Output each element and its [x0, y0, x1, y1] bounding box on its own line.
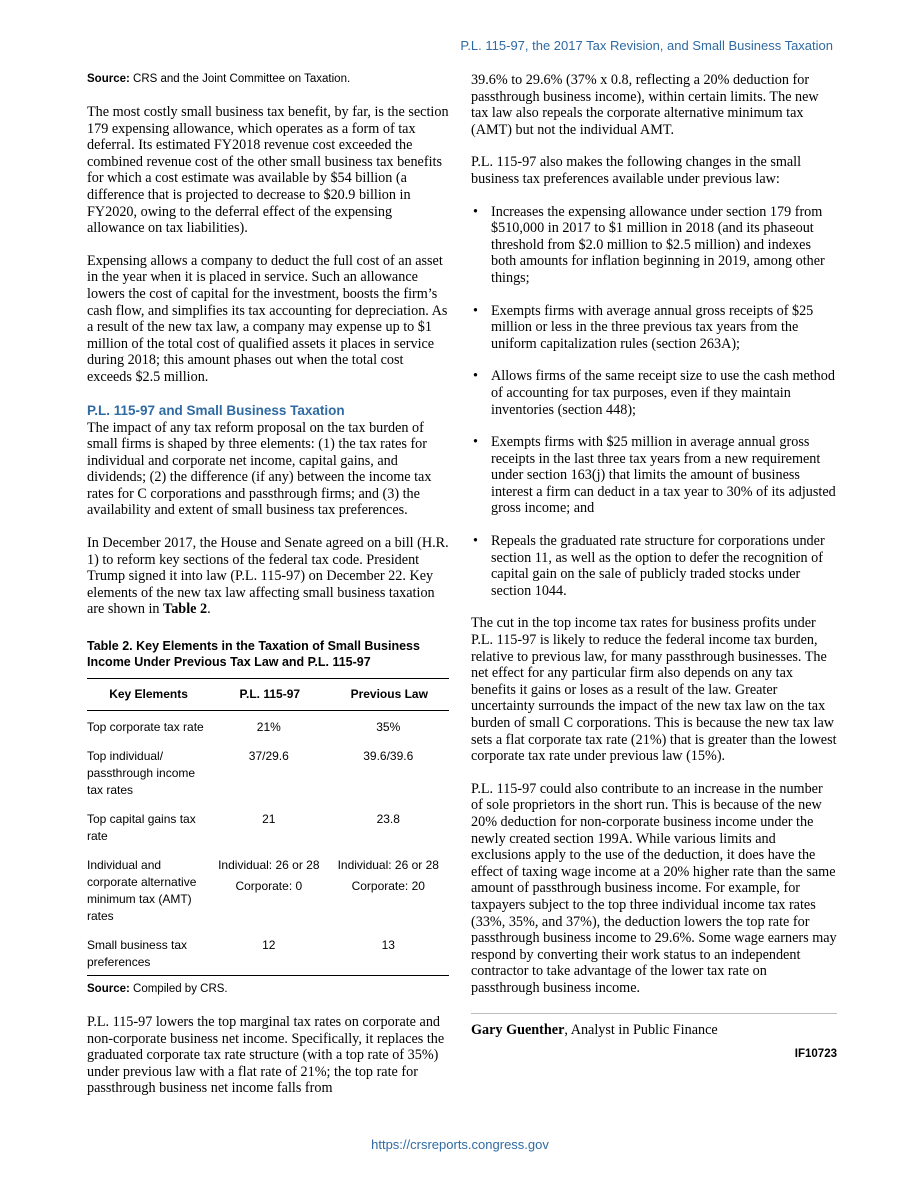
- col-header-key-elements: Key Elements: [87, 679, 210, 711]
- product-code: IF10723: [794, 1048, 837, 1061]
- col-header-previous-law: Previous Law: [330, 679, 449, 711]
- table-source-text: Compiled by CRS.: [133, 983, 228, 996]
- list-item-text: Increases the expensing allowance under section 179 from $510,000 in 2017 to $1 million in 2018 (and its phaseout threshold from $2.0 million to $2.5 million) and indexes both amounts for inflation beginning in 2019, among other things;: [491, 203, 825, 286]
- hr1-end: .: [207, 601, 211, 618]
- list-item: [471, 204, 837, 287]
- row-pl-value: 37/29.6: [248, 749, 289, 764]
- row-pl-value: 21%: [256, 720, 281, 735]
- table-row: [87, 929, 449, 976]
- list-item: [471, 533, 837, 599]
- list-item-text: Repeals the graduated rate structure for corporations under section 11, as well as the option to defer the recognition of capital gain on the sale of publicly traded stocks under section 1044.: [491, 533, 825, 599]
- paragraph-expensing: Expensing allows a company to deduct the full cost of an asset in the year when it is placed in service. Such an allowance lowers the cost of capital for the investment, boosts the firm’s cash flow, and simplifies its tax accounting for depreciation. As a result of the new tax law, a company may expense up to $1 million of the total cost of qualified assets it places in service during 2018; this amount phases out when the total cost exceeds $2.5 million.: [87, 252, 448, 385]
- row-element: Top capital gains tax rate: [87, 812, 196, 844]
- paragraph-passthrough-effect: The cut in the top income tax rates for business profits under P.L. 115-97 is likely to reduce the federal income tax burden, relative to previous law, for many passthrough businesses. The net effect for any particular firm also depends on any tax benefits it gains or loses as a result of the law. Greater uncertainty surrounds the impact of the new tax law on the tax burden of small C corporations. This is because the new tax law sets a flat corporate tax rate (21%) that is greater than the lowest corporate tax rate under previous law (15%).: [471, 615, 837, 765]
- table-row: [87, 711, 449, 741]
- row-element: Top individual/ passthrough income tax rates: [87, 749, 196, 798]
- row-element: Individual and corporate alternative minimum tax (AMT) rates: [87, 858, 197, 924]
- bullet-icon: •: [473, 533, 478, 550]
- list-item: [471, 303, 837, 353]
- bullet-icon: •: [473, 368, 478, 385]
- table-reference-link: Table 2: [163, 601, 208, 618]
- footer-url-link[interactable]: https://crsreports.congress.gov: [371, 1137, 549, 1152]
- table-caption: Table 2. Key Elements in the Taxation of Small Business Income Under Previous Tax Law and P.L. 115-97: [87, 639, 420, 670]
- source-text: CRS and the Joint Committee on Taxation.: [133, 73, 351, 85]
- table-row: [87, 803, 449, 849]
- author-title: , Analyst in Public Finance: [564, 1021, 718, 1038]
- author-line: [471, 1022, 837, 1039]
- running-header: P.L. 115-97, the 2017 Tax Revision, and Small Business Taxation: [460, 38, 833, 53]
- source-label: Source:: [87, 73, 130, 85]
- paragraph-three-elements: The impact of any tax reform proposal on the tax burden of small firms is shaped by three elements: (1) the tax rates for individual and corporate net income, capital gains, and dividends; (2) the difference (if any) between the income tax rates for C corporations and passthrough firms; and (3) the availability and extent of small business tax preferences.: [87, 419, 432, 519]
- paragraph-passthrough-rate: 39.6% to 29.6% (37% x 0.8, reflecting a 20% deduction for passthrough business income), within certain limits. The new tax law also repeals the corporate alternative minimum tax (AMT) but not the individual AMT.: [471, 72, 819, 138]
- row-pl-value: [210, 849, 329, 929]
- list-item: [471, 368, 837, 418]
- table-source-note: [87, 982, 449, 996]
- row-prev-value: 13: [330, 929, 449, 976]
- prev-amt-individual: Individual: 26 or 28: [337, 858, 439, 873]
- section-heading: P.L. 115-97 and Small Business Taxation: [87, 402, 345, 418]
- paragraph-top-rates: P.L. 115-97 lowers the top marginal tax rates on corporate and non-corporate business net income. Specifically, it replaces the graduated corporate tax rate structure (with a top rate of 35%) under previous law with a flat rate of 21%; the top rate for passthrough business net income falls from: [87, 1014, 445, 1097]
- key-elements-table: [87, 678, 449, 976]
- paragraph-section179-cost: The most costly small business tax benefit, by far, is the section 179 expensing allowance, which operates as a form of tax deferral. Its estimated FY2018 revenue cost exceeded the combined revenue cost of the other small business tax benefits for which a cost estimate was available by $54 billion (a difference that is projected to decrease to $20.9 billion in FY2020, owing to the deferral effect of the expensing allowance on tax liabilities).: [87, 104, 449, 237]
- list-item: [471, 434, 837, 517]
- changes-list: [471, 204, 837, 600]
- row-prev-value: 23.8: [376, 812, 400, 827]
- row-prev-value: 35%: [376, 720, 401, 735]
- paragraph-sole-proprietors: P.L. 115-97 could also contribute to an increase in the number of sole proprietors in the short run. This is because of the new 20% deduction for non-corporate business income under the newly created section 199A. While various limits and exclusions apply to the use of the deduction, it does have the effect of taxing wage income at a 20% higher rate than the same amount of passthrough business income. For example, for taxpayers subject to the top three individual income tax rates (33%, 35%, and 37%), the deduction lowers the top rate for passthrough business income to 29.6%. Some wage earners may respond by converting their work status to an independent contractor to take advantage of the lower tax rate on passthrough business income.: [471, 780, 837, 996]
- list-item-text: Exempts firms with $25 million in average annual gross receipts in the last three tax years from a new requirement under section 163(j) that limits the amount of business interest a firm can deduct in a tax year to 30% of its adjusted gross income; and: [491, 434, 836, 517]
- table-row: [87, 740, 449, 803]
- list-item-text: Exempts firms with average annual gross receipts of $25 million or less in the three previous tax years from the uniform capitalization rules (section 263A);: [491, 302, 814, 352]
- left-column: [87, 72, 449, 1113]
- right-column: [471, 72, 837, 1063]
- list-item-text: Allows firms of the same receipt size to use the cash method of accounting for tax purposes, even if they maintain inventories (section 448);: [491, 368, 835, 418]
- pl-amt-corporate: Corporate: 0: [235, 879, 303, 894]
- table-source-label: Source:: [87, 983, 130, 996]
- pl-amt-individual: Individual: 26 or 28: [218, 858, 320, 873]
- row-prev-value: [330, 849, 449, 929]
- paragraph-hr1: [87, 535, 449, 618]
- author-divider: [471, 1013, 837, 1014]
- author-name: Gary Guenther: [471, 1021, 565, 1038]
- row-pl-value: 21: [262, 812, 276, 827]
- row-prev-value: 39.6/39.6: [363, 749, 414, 764]
- prev-amt-corporate: Corporate: 20: [351, 879, 425, 894]
- paragraph-changes-intro: P.L. 115-97 also makes the following changes in the small business tax preferences available under previous law:: [471, 154, 802, 187]
- row-pl-value: 12: [210, 929, 329, 976]
- col-header-pl: P.L. 115-97: [210, 679, 329, 711]
- bullet-icon: •: [473, 302, 478, 319]
- table-row: [87, 849, 449, 929]
- hr1-text: In December 2017, the House and Senate agreed on a bill (H.R. 1) to reform key sections of the federal tax code. President Trump signed it into law (P.L. 115-97) on December 22. Key elements of the new tax law affecting small business taxation are shown in: [87, 535, 449, 618]
- row-element: Top corporate tax rate: [87, 720, 204, 735]
- bullet-icon: •: [473, 434, 478, 451]
- figure-source-note: [87, 72, 449, 86]
- bullet-icon: •: [473, 203, 478, 220]
- table-header-row: [87, 679, 449, 711]
- row-element: Small business tax preferences: [87, 929, 210, 976]
